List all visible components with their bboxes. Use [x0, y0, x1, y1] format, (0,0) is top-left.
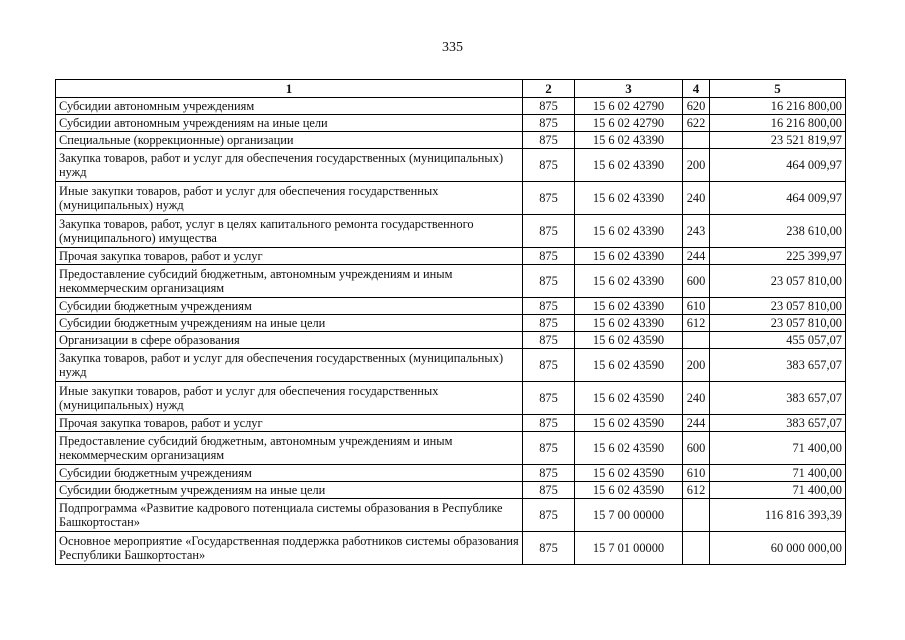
cell-name: Организации в сфере образования	[56, 332, 523, 349]
table-row	[56, 532, 846, 565]
cell-target-code: 15 7 00 00000	[575, 499, 683, 532]
cell-admin-code: 875	[523, 149, 575, 182]
cell-expense-type: 243	[683, 215, 710, 248]
cell-name: Подпрограмма «Развитие кадрового потенциала системы образования в Республике Башкортостан»	[56, 499, 523, 532]
cell-expense-type: 244	[683, 415, 710, 432]
cell-name: Субсидии бюджетным учреждениям на иные цели	[56, 315, 523, 332]
cell-name: Закупка товаров, работ и услуг для обеспечения государственных (муниципальных) нужд	[56, 149, 523, 182]
cell-target-code: 15 6 02 43590	[575, 415, 683, 432]
cell-admin-code: 875	[523, 315, 575, 332]
cell-expense-type: 610	[683, 298, 710, 315]
table-row	[56, 149, 846, 182]
cell-target-code: 15 6 02 42790	[575, 98, 683, 115]
cell-admin-code: 875	[523, 115, 575, 132]
cell-expense-type: 244	[683, 248, 710, 265]
cell-expense-type: 600	[683, 265, 710, 298]
cell-expense-type	[683, 532, 710, 565]
cell-target-code: 15 6 02 43390	[575, 215, 683, 248]
cell-amount: 16 216 800,00	[710, 98, 846, 115]
cell-expense-type: 240	[683, 182, 710, 215]
table-row	[56, 349, 846, 382]
cell-amount: 383 657,07	[710, 382, 846, 415]
header-row	[56, 80, 846, 98]
cell-admin-code: 875	[523, 382, 575, 415]
cell-target-code: 15 6 02 43390	[575, 315, 683, 332]
cell-amount: 23 057 810,00	[710, 265, 846, 298]
cell-target-code: 15 6 02 43590	[575, 432, 683, 465]
column-header-4: 4	[683, 80, 710, 98]
cell-target-code: 15 6 02 43590	[575, 349, 683, 382]
cell-expense-type: 620	[683, 98, 710, 115]
cell-name: Иные закупки товаров, работ и услуг для обеспечения государственных (муниципальных) нужд	[56, 382, 523, 415]
cell-admin-code: 875	[523, 215, 575, 248]
cell-admin-code: 875	[523, 265, 575, 298]
table-body	[56, 98, 846, 565]
cell-name: Субсидии бюджетным учреждениям	[56, 465, 523, 482]
cell-amount: 225 399,97	[710, 248, 846, 265]
cell-name: Закупка товаров, работ и услуг для обеспечения государственных (муниципальных) нужд	[56, 349, 523, 382]
cell-expense-type	[683, 499, 710, 532]
cell-amount: 464 009,97	[710, 182, 846, 215]
cell-name: Прочая закупка товаров, работ и услуг	[56, 248, 523, 265]
cell-amount: 16 216 800,00	[710, 115, 846, 132]
cell-admin-code: 875	[523, 182, 575, 215]
cell-amount: 60 000 000,00	[710, 532, 846, 565]
cell-admin-code: 875	[523, 415, 575, 432]
table-row	[56, 465, 846, 482]
cell-expense-type: 200	[683, 349, 710, 382]
cell-expense-type	[683, 332, 710, 349]
cell-expense-type: 612	[683, 482, 710, 499]
table-row	[56, 115, 846, 132]
table-header	[56, 80, 846, 98]
cell-name: Специальные (коррекционные) организации	[56, 132, 523, 149]
cell-expense-type: 610	[683, 465, 710, 482]
cell-name: Иные закупки товаров, работ и услуг для обеспечения государственных (муниципальных) нужд	[56, 182, 523, 215]
column-header-3: 3	[575, 80, 683, 98]
cell-amount: 71 400,00	[710, 432, 846, 465]
cell-target-code: 15 6 02 43590	[575, 332, 683, 349]
table-row	[56, 98, 846, 115]
cell-target-code: 15 6 02 43390	[575, 248, 683, 265]
cell-target-code: 15 6 02 43590	[575, 482, 683, 499]
page-number: 335	[442, 40, 463, 55]
table-row	[56, 315, 846, 332]
cell-name: Субсидии бюджетным учреждениям	[56, 298, 523, 315]
cell-name: Предоставление субсидий бюджетным, автономным учреждениям и иным некоммерческим организациям	[56, 432, 523, 465]
cell-amount: 455 057,07	[710, 332, 846, 349]
cell-amount: 464 009,97	[710, 149, 846, 182]
table-row	[56, 382, 846, 415]
cell-expense-type: 240	[683, 382, 710, 415]
cell-admin-code: 875	[523, 532, 575, 565]
cell-target-code: 15 6 02 43390	[575, 182, 683, 215]
cell-expense-type	[683, 132, 710, 149]
cell-amount: 71 400,00	[710, 482, 846, 499]
cell-target-code: 15 6 02 43390	[575, 298, 683, 315]
cell-amount: 238 610,00	[710, 215, 846, 248]
cell-admin-code: 875	[523, 248, 575, 265]
cell-amount: 23 057 810,00	[710, 298, 846, 315]
cell-target-code: 15 6 02 43390	[575, 132, 683, 149]
table-row	[56, 482, 846, 499]
cell-target-code: 15 6 02 43590	[575, 465, 683, 482]
cell-amount: 71 400,00	[710, 465, 846, 482]
cell-target-code: 15 6 02 42790	[575, 115, 683, 132]
cell-amount: 23 057 810,00	[710, 315, 846, 332]
cell-name: Субсидии автономным учреждениям на иные цели	[56, 115, 523, 132]
cell-amount: 23 521 819,97	[710, 132, 846, 149]
table-row	[56, 332, 846, 349]
cell-name: Основное мероприятие «Государственная поддержка работников системы образования Республики Башкортостан»	[56, 532, 523, 565]
cell-target-code: 15 6 02 43590	[575, 382, 683, 415]
cell-admin-code: 875	[523, 132, 575, 149]
cell-expense-type: 600	[683, 432, 710, 465]
column-header-2: 2	[523, 80, 575, 98]
cell-expense-type: 200	[683, 149, 710, 182]
cell-admin-code: 875	[523, 349, 575, 382]
cell-target-code: 15 7 01 00000	[575, 532, 683, 565]
cell-name: Субсидии бюджетным учреждениям на иные цели	[56, 482, 523, 499]
column-header-5: 5	[710, 80, 846, 98]
cell-admin-code: 875	[523, 332, 575, 349]
table-row	[56, 432, 846, 465]
table-row	[56, 298, 846, 315]
cell-target-code: 15 6 02 43390	[575, 149, 683, 182]
cell-target-code: 15 6 02 43390	[575, 265, 683, 298]
table-row	[56, 248, 846, 265]
cell-admin-code: 875	[523, 432, 575, 465]
table-row	[56, 182, 846, 215]
cell-admin-code: 875	[523, 499, 575, 532]
cell-admin-code: 875	[523, 482, 575, 499]
column-header-1: 1	[56, 80, 523, 98]
budget-table	[55, 79, 846, 565]
table-row	[56, 265, 846, 298]
cell-expense-type: 622	[683, 115, 710, 132]
table-row	[56, 132, 846, 149]
cell-amount: 116 816 393,39	[710, 499, 846, 532]
cell-admin-code: 875	[523, 465, 575, 482]
cell-amount: 383 657,07	[710, 349, 846, 382]
cell-name: Прочая закупка товаров, работ и услуг	[56, 415, 523, 432]
cell-admin-code: 875	[523, 298, 575, 315]
table-row	[56, 499, 846, 532]
cell-expense-type: 612	[683, 315, 710, 332]
cell-name: Субсидии автономным учреждениям	[56, 98, 523, 115]
cell-amount: 383 657,07	[710, 415, 846, 432]
cell-admin-code: 875	[523, 98, 575, 115]
table-row	[56, 415, 846, 432]
cell-name: Закупка товаров, работ, услуг в целях капитального ремонта государственного (муниципального) имущества	[56, 215, 523, 248]
table-row	[56, 215, 846, 248]
cell-name: Предоставление субсидий бюджетным, автономным учреждениям и иным некоммерческим организациям	[56, 265, 523, 298]
